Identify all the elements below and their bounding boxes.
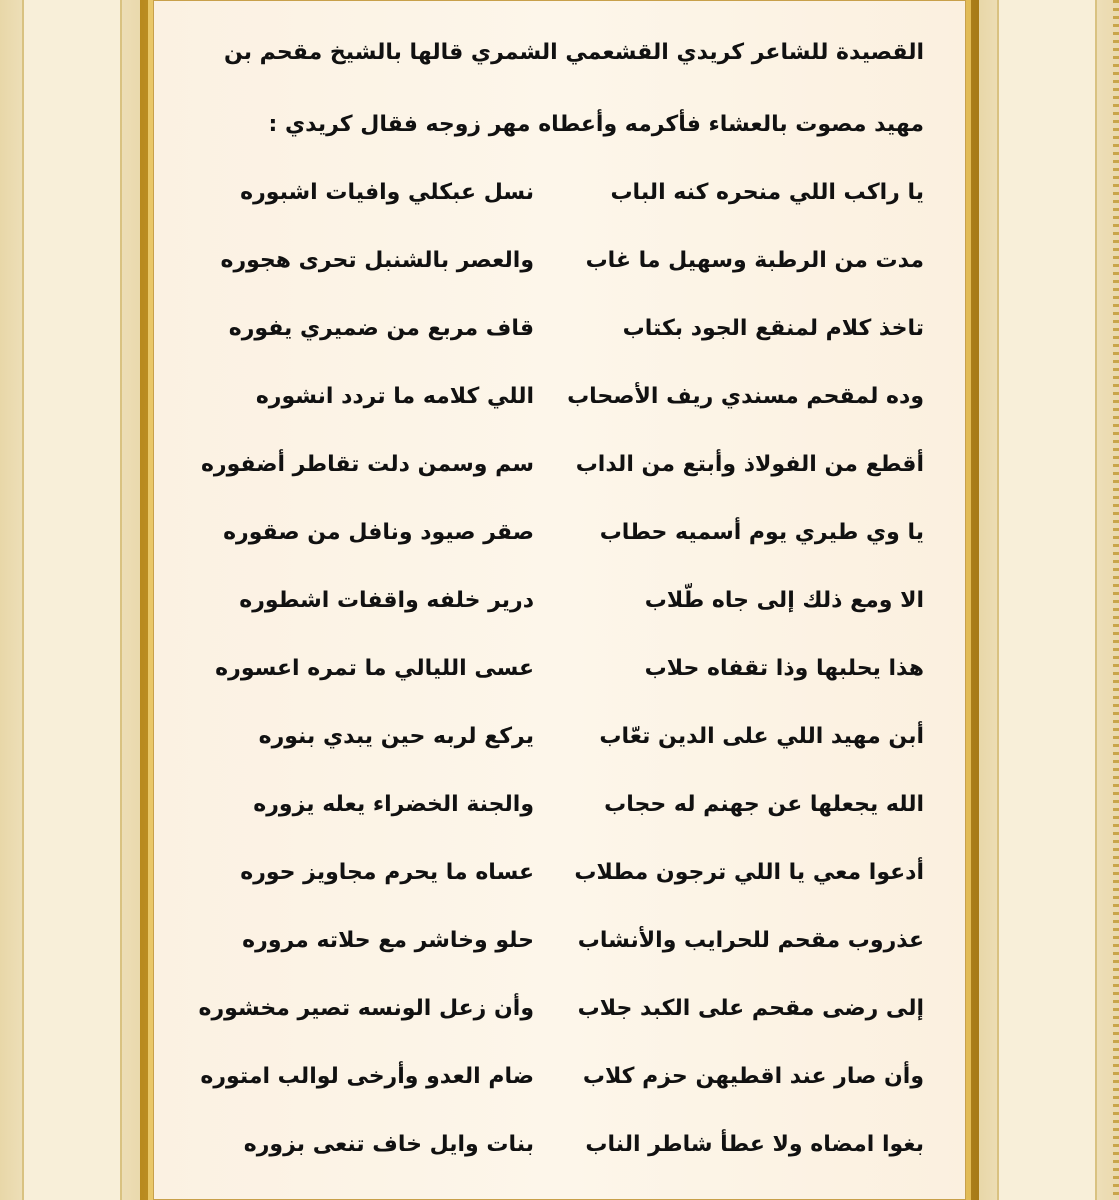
verse-14 [193,1064,924,1104]
verse-second-hemistich: عساه ما يحرم مجاويز حوره [240,860,534,885]
verse-first-hemistich: هذا يحلبها وذا تقفاه حلاب [644,656,924,681]
verse-second-hemistich: قاف مربع من ضميري يفوره [228,316,534,341]
verse-second-hemistich: والجنة الخضراء يعله يزوره [253,792,534,817]
verse-6 [193,520,924,560]
verse-11 [193,860,924,900]
verse-7 [193,588,924,628]
verse-5 [193,452,924,492]
verse-first-hemistich: أدعوا معي يا اللي ترجون مطلاب [574,860,924,885]
right-inner-strip [997,0,1097,1200]
verse-first-hemistich: عذروب مقحم للحرايب والأنشاب [577,928,924,953]
parchment-page [153,0,966,1200]
verse-first-hemistich: يا راكب اللي منحره كنه الباب [610,180,924,205]
verse-second-hemistich: درير خلفه واقفات اشطوره [239,588,534,613]
verse-first-hemistich: وأن صار عند اقطيهن حزم كلاب [582,1064,924,1089]
verse-second-hemistich: سم وسمن دلت تقاطر أضفوره [200,452,534,477]
right-dot-pattern [1113,0,1119,1200]
verse-first-hemistich: يا وي طيري يوم أسميه حطاب [599,520,924,545]
intro-line-1: القصيدة للشاعر كريدي القشعمي الشمري قالها بالشيخ مقحم بن [223,40,924,65]
verse-second-hemistich: يركع لربه حين يبدي بنوره [258,724,534,749]
verse-15 [193,1132,924,1172]
verse-second-hemistich: نسل عبكلي وافيات اشبوره [240,180,534,205]
verse-first-hemistich: تاخذ كلام لمنقع الجود بكتاب [622,316,924,341]
verse-second-hemistich: والعصر بالشنبل تحرى هجوره [220,248,534,273]
verse-1 [193,180,924,220]
golden-frame [140,0,979,1200]
verse-second-hemistich: عسى الليالي ما تمره اعسوره [215,656,534,681]
verse-8 [193,656,924,696]
verse-first-hemistich: وده لمقحم مسندي ريف الأصحاب [567,384,924,409]
verse-first-hemistich: إلى رضى مقحم على الكبد جلاب [577,996,924,1021]
right-border [979,0,1119,1200]
poem-content [153,0,966,1200]
verse-second-hemistich: بنات وايل خاف تنعى بزوره [243,1132,534,1157]
golden-frame-inner [148,0,971,1200]
verse-3 [193,316,924,356]
verse-second-hemistich: حلو وخاشر مع حلاته مروره [242,928,534,953]
intro-line-2: مهيد مصوت بالعشاء فأكرمه وأعطاه مهر زوجه فقال كريدي : [268,112,924,137]
verse-first-hemistich: الا ومع ذلك إلى جاه طّلاب [644,588,924,613]
left-inner-strip [22,0,122,1200]
verse-first-hemistich: بغوا امضاه ولا عطأ شاطر الناب [585,1132,924,1157]
verse-first-hemistich: أبن مهيد اللي على الدين تعّاب [599,724,924,749]
verse-12 [193,928,924,968]
verse-first-hemistich: أقطع من الفولاذ وأبتع من الداب [575,452,924,477]
verse-second-hemistich: وأن زعل الونسه تصير مخشوره [198,996,534,1021]
verse-first-hemistich: الله يجعلها عن جهنم له حجاب [604,792,924,817]
verse-second-hemistich: صقر صيود ونافل من صقوره [223,520,534,545]
verse-first-hemistich: مدت من الرطبة وسهيل ما غاب [585,248,924,273]
left-border [0,0,140,1200]
verse-9 [193,724,924,764]
verse-4 [193,384,924,424]
verse-second-hemistich: ضام العدو وأرخى لوالب امتوره [200,1064,534,1089]
verse-13 [193,996,924,1036]
verse-second-hemistich: اللي كلامه ما تردد انشوره [255,384,534,409]
verse-2 [193,248,924,288]
verse-10 [193,792,924,832]
